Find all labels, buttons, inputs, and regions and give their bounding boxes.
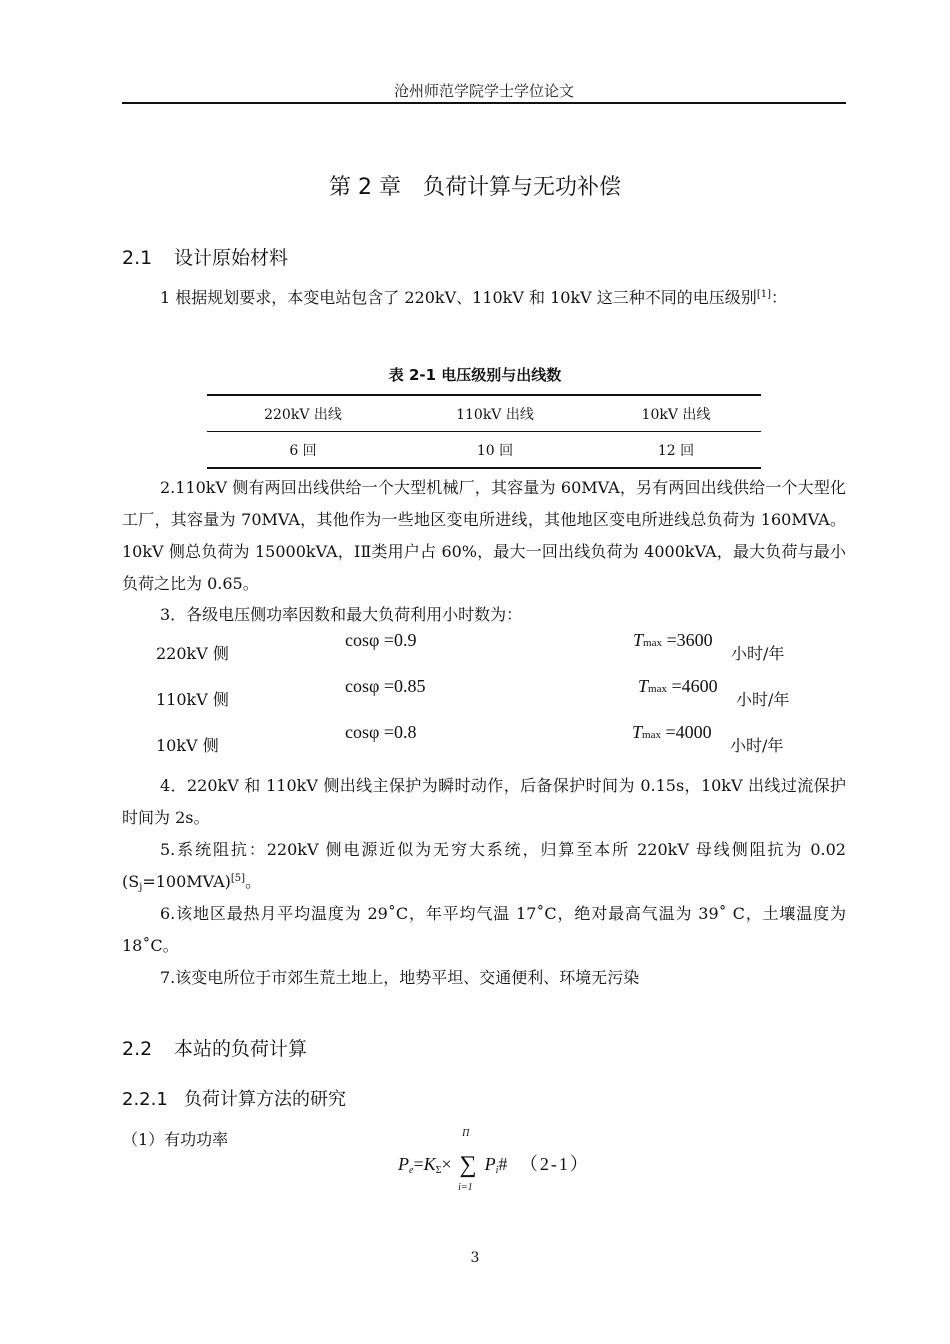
table-header-row <box>207 395 761 432</box>
paragraph-6 <box>122 898 846 962</box>
subsection-number: 2.2.1 <box>122 1089 168 1110</box>
pf-label-10kv: 10kV 侧 <box>156 736 219 755</box>
table-header-cell: 220kV 出线 <box>207 395 399 432</box>
paragraph-text: 2.110kV 侧有两回出线供给一个大型机械厂，其容量为 60MVA，另有两回出线供给一个大型化工厂，其容量为 70MVA，其他作为一些地区变电所进线，其他地区变电所进线总负荷为 160MVA。10kV 侧总负荷为 15000kVA，ⅠⅡ类用户占 60%，最大一回出线负荷为 4000kVA，最大负荷与最小负荷之比为 0.65。 <box>122 478 846 593</box>
pf-label-220kv: 220kV 侧 <box>156 644 229 663</box>
pf-tmax-110kv: Tmax =4600 <box>638 676 718 696</box>
pf-tmax-10kv: Tmax =4000 <box>632 722 712 742</box>
subsection-heading-2-2-1 <box>122 1085 346 1111</box>
pf-unit-10kv: 小时/年 <box>730 736 784 755</box>
paragraph-text: 1 根据规划要求，本变电站包含了 220kV、110kV 和 10kV 这三种不同的电压级别 <box>160 288 757 307</box>
pf-cos-10kv: cosφ =0.8 <box>345 722 417 742</box>
voltage-level-table <box>207 394 761 469</box>
table-header-cell: 110kV 出线 <box>399 395 591 432</box>
table-header-cell: 10kV 出线 <box>591 395 761 432</box>
table-caption: 表 2-1 电压级别与出线数 <box>388 366 562 384</box>
section-heading-2-1 <box>122 243 288 270</box>
page-number: 3 <box>470 1250 480 1266</box>
paragraph-2 <box>122 472 846 600</box>
subsection-title: 负荷计算方法的研究 <box>184 1089 346 1110</box>
table-cell: 12 回 <box>591 432 761 469</box>
pf-tmax-220kv: Tmax =3600 <box>633 630 713 650</box>
section-title: 本站的负荷计算 <box>174 1038 308 1060</box>
paragraph-7 <box>122 962 846 994</box>
citation: [1] <box>756 289 771 300</box>
table-cell: 6 回 <box>207 432 399 469</box>
equation-number: （2-1） <box>519 1154 590 1174</box>
item-1: （1）有功功率 <box>122 1130 229 1149</box>
paragraph-3 <box>122 599 846 631</box>
table-cell: 10 回 <box>399 432 591 469</box>
citation: [5] <box>230 873 246 884</box>
header-rule <box>122 102 846 104</box>
pf-unit-110kv: 小时/年 <box>736 690 790 709</box>
paragraph-text: 3．各级电压侧功率因数和最大负荷利用小时数为： <box>160 605 523 624</box>
equation-2-1: $P_e=K_\Sigma\times$ П ∑ i=1 $P_i\#$ （2-1） <box>398 1128 590 1194</box>
paragraph-text: 6.该地区最热月平均温度为 29˚C，年平均气温 17˚C，绝对最高气温为 39˚ C，土壤温度为 18˚C。 <box>122 904 846 955</box>
pf-unit-220kv: 小时/年 <box>731 644 785 663</box>
paragraph-text: 7.该变电所位于市郊生荒土地上，地势平坦、交通便利、环境无污染 <box>160 968 640 987</box>
section-number: 2.1 <box>122 247 153 269</box>
section-number: 2.2 <box>122 1038 153 1060</box>
pf-cos-220kv: cosφ =0.9 <box>345 630 417 650</box>
running-header: 沧州师范学院学士学位论文 <box>393 82 574 100</box>
pf-cos-110kv: cosφ =0.85 <box>345 676 426 696</box>
section-title: 设计原始材料 <box>174 247 289 269</box>
pf-label-110kv: 110kV 侧 <box>156 690 229 709</box>
paragraph-1: 1 根据规划要求，本变电站包含了 220kV、110kV 和 10kV 这三种不同的电压级别[1]： <box>160 288 787 307</box>
paragraph-4 <box>122 770 846 834</box>
paragraph-5: 5.系统阻抗：220kV 侧电源近似为无穷大系统，归算至本所 220kV 母线侧阻抗为 0.02 $(S_j=100MVA)[5]$。 <box>122 840 846 893</box>
summation-symbol: П ∑ i=1 <box>458 1128 477 1194</box>
section-heading-2-2 <box>122 1034 307 1061</box>
chapter-title: 第 2 章 负荷计算与无功补偿 <box>329 175 621 200</box>
table-row <box>207 432 761 469</box>
paragraph-text: 4．220kV 和 110kV 侧出线主保护为瞬时动作，后备保护时间为 0.15s，10kV 出线过流保护时间为 2s。 <box>122 776 846 827</box>
